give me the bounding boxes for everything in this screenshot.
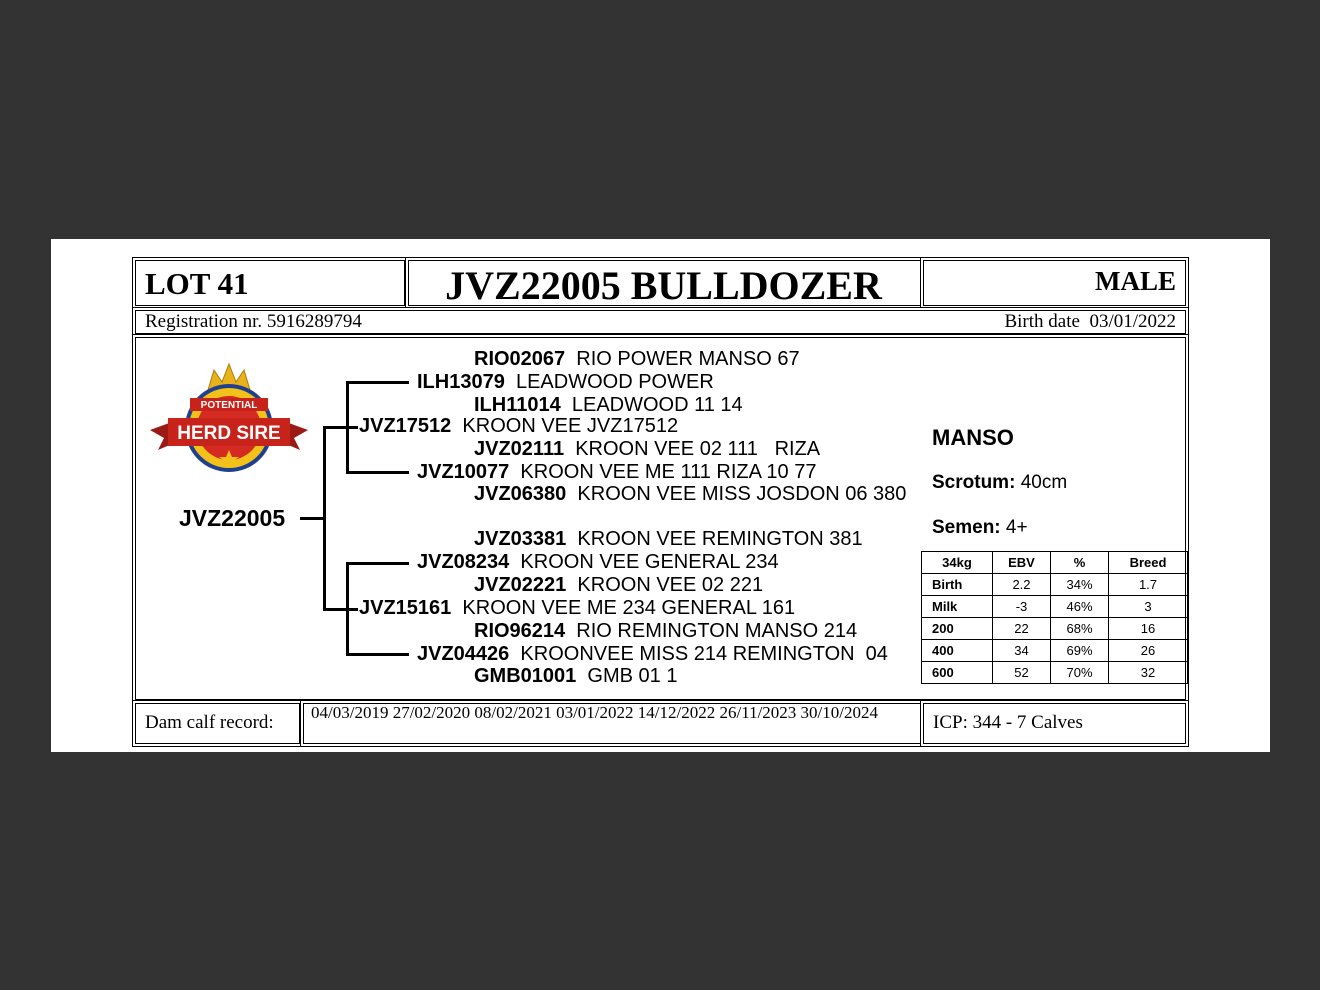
ebv-cell: 3: [1109, 596, 1188, 618]
ebv-row-label: 400: [922, 640, 993, 662]
ebv-cell: 34%: [1051, 574, 1109, 596]
ebv-cell: 32: [1109, 662, 1188, 684]
ebv-header: 34kg: [922, 552, 993, 574]
badge-line2: HERD SIRE: [177, 423, 281, 444]
ebv-row-label: Milk: [922, 596, 993, 618]
sire-sire-dam: ILH11014 LEADWOOD 11 14: [474, 394, 743, 416]
badge-line1: POTENTIAL: [200, 400, 258, 411]
sire-sire-connector: [346, 381, 409, 384]
subject-connector: [300, 517, 323, 520]
ebv-cell: 22: [993, 618, 1051, 640]
table-row: [922, 618, 1188, 640]
ebv-header: %: [1051, 552, 1109, 574]
ebv-cell: 26: [1109, 640, 1188, 662]
ebv-cell: 34: [993, 640, 1051, 662]
ebv-table: [921, 551, 1188, 684]
ebv-row-label: 200: [922, 618, 993, 640]
ebv-cell: 68%: [1051, 618, 1109, 640]
sire-vertical: [346, 381, 349, 474]
icp-value: ICP: 344 - 7 Calves: [933, 712, 1083, 733]
ebv-cell: 70%: [1051, 662, 1109, 684]
ebv-cell: -3: [993, 596, 1051, 618]
ebv-cell: 16: [1109, 618, 1188, 640]
breed-name: MANSO: [932, 425, 1014, 450]
animal-title: JVZ22005 BULLDOZER: [445, 263, 882, 308]
sire: JVZ17512 KROON VEE JVZ17512: [359, 415, 679, 437]
semen-stat: Semen: 4+: [932, 517, 1028, 538]
ebv-header: Breed: [1109, 552, 1188, 574]
sire-dam-dam: JVZ06380 KROON VEE MISS JOSDON 06 380: [474, 483, 907, 505]
table-row: [922, 662, 1188, 684]
sire-connector: [323, 426, 358, 429]
ebv-cell: 1.7: [1109, 574, 1188, 596]
ebv-cell: 46%: [1051, 596, 1109, 618]
registration-number: Registration nr. 5916289794: [145, 311, 362, 332]
sire-sire: ILH13079 LEADWOOD POWER: [417, 371, 714, 393]
dam-dam-sire: RIO96214 RIO REMINGTON MANSO 214: [474, 620, 858, 642]
dam-sire-sire: JVZ03381 KROON VEE REMINGTON 381: [474, 528, 863, 550]
main-vertical: [323, 426, 326, 611]
dam-dam-dam: GMB01001 GMB 01 1: [474, 665, 678, 687]
table-row: [922, 640, 1188, 662]
dam-dam: JVZ04426 KROONVEE MISS 214 REMINGTON 04: [417, 643, 888, 665]
subject-code: JVZ22005: [179, 505, 286, 531]
sire-dam-connector: [346, 471, 409, 474]
birth-date: Birth date 03/01/2022: [1004, 311, 1176, 332]
ebv-cell: 69%: [1051, 640, 1109, 662]
lot-number: LOT 41: [145, 266, 249, 301]
ebv-cell: 52: [993, 662, 1051, 684]
dam-sire: JVZ08234 KROON VEE GENERAL 234: [417, 551, 779, 573]
sire-sire-sire: RIO02067 RIO POWER MANSO 67: [474, 348, 800, 370]
ebv-header-row: [922, 552, 1188, 574]
ebv-header: EBV: [993, 552, 1051, 574]
scrotum-stat: Scrotum: 40cm: [932, 472, 1068, 493]
sex-label: MALE: [1095, 266, 1176, 296]
ebv-row-label: 600: [922, 662, 993, 684]
table-row: [922, 596, 1188, 618]
dam-connector: [323, 608, 358, 611]
dam-sire-connector: [346, 562, 409, 565]
sire-dam-sire: JVZ02111 KROON VEE 02 111 RIZA: [474, 438, 821, 460]
ebv-cell: 2.2: [993, 574, 1051, 596]
table-row: [922, 574, 1188, 596]
dam-vertical: [346, 562, 349, 656]
dam: JVZ15161 KROON VEE ME 234 GENERAL 161: [359, 597, 796, 619]
dam-record-label: Dam calf record:: [145, 712, 274, 733]
dam-sire-dam: JVZ02221 KROON VEE 02 221: [474, 574, 764, 596]
sire-dam: JVZ10077 KROON VEE ME 111 RIZA 10 77: [417, 461, 817, 483]
dam-record-values: 04/03/2019 27/02/2020 08/02/2021 03/01/2022 14/12/2022 26/11/2023 30/10/2024: [311, 703, 878, 722]
ebv-row-label: Birth: [922, 574, 993, 596]
dam-dam-connector: [346, 653, 409, 656]
crown-badge-icon: [150, 360, 308, 476]
